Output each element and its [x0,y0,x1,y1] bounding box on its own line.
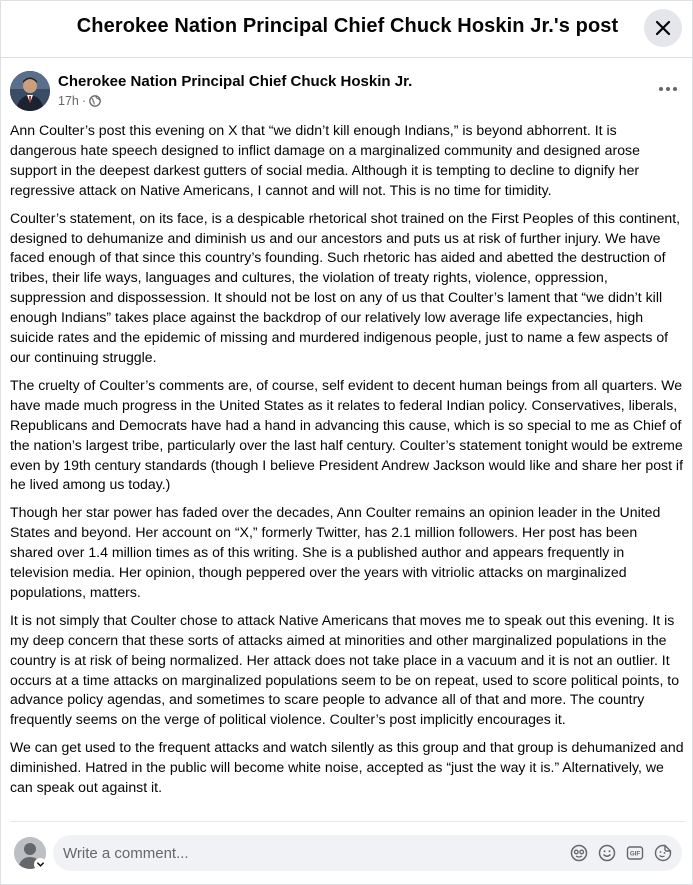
emoji-icon [598,844,616,862]
modal-header [1,1,693,58]
sticker-button[interactable] [653,843,673,863]
profile-switch-badge[interactable] [34,858,47,871]
comment-box[interactable] [53,835,682,871]
dot-icon [659,87,663,91]
post-paragraph: Though her star power has faded over the decades, Ann Coulter remains an opinion leader in the United States and beyond. Her account on “X,” formerly Twitter, has 2.1 million followers. Her post has been shared over 1.4 million times as of this writing. She is a published author and appears frequently in television media. Her opinion, though peppered over the years with vitriolic attacks on marginalized populations, matters. [10,504,661,600]
dot-icon [673,87,677,91]
post-paragraph: Ann Coulter’s post this evening on X that “we didn’t kill enough Indians,” is beyond abhorrent. It is dangerous hate speech designed to inflict damage on a marginalized community and designed arose support in the deepest darkest gutters of social media. Although it is tempting to decline to dignify her regressive attack on Native Americans, I cannot and will not. This is no time for timidity. [10,122,640,198]
gif-button[interactable] [625,843,645,863]
meta-separator: · [81,94,87,108]
dot-icon [666,87,670,91]
chevron-down-icon [36,860,45,869]
author-name[interactable]: Cherokee Nation Principal Chief Chuck Hoskin Jr. [58,73,413,90]
post-header [1,59,693,121]
avatar-sticker-button[interactable] [569,843,589,863]
close-icon [655,20,671,36]
emoji-button[interactable] [597,843,617,863]
avatar-sticker-icon [570,844,588,862]
gif-icon [626,844,644,862]
post-paragraph: Coulter’s statement, on its face, is a despicable rhetorical shot trained on the First Peoples of this continent, designed to dehumanize and diminish us and our ancestors and puts us at risk of further injury. We have faced enough of that since this country’s founding. Such rhetoric has aided and abetted the destruction of tribes, their life ways, languages and cultures, the violation of treaty rights, violence, oppression, suppression and dispossession. It should not be lost on any of us that Coulter’s lament that “we didn’t kill enough Indians” takes place against the backdrop of our relatively low average life expectancies, high suicide rates and the epidemic of missing and murdered indigenous people, just to name a few aspects of our continuing struggle. [10,209,681,365]
close-button[interactable] [644,9,682,47]
author-avatar[interactable] [10,71,50,111]
post-meta [58,94,101,108]
comment-divider [10,821,685,822]
post-paragraph: The cruelty of Coulter’s comments are, of course, self evident to decent human beings from all quarters. We have made much progress in the United States as it relates to federal Indian policy. Conservatives, liberals, Republicans and Democrats have had a hand in advancing this cause, which is so special to me as Chief of the nation’s largest tribe, particularly over the last half century. Coulter’s statement tonight would be extreme even by 19th century standards (though I believe President Andrew Jackson would like and share her post if he lived among us today.) [10,376,683,493]
comment-input[interactable] [63,835,563,871]
more-options-button[interactable] [653,77,683,101]
modal-title: Cherokee Nation Principal Chief Chuck Hoskin Jr.'s post [76,15,619,37]
comment-bar [1,827,693,882]
globe-icon [89,95,101,107]
post-time[interactable]: 17h [58,94,79,108]
post-paragraph: It is not simply that Coulter chose to attack Native Americans that moves me to speak out this evening. It is my deep concern that these sorts of attacks aimed at minorities and other marginalized populations in the country is at risk of being normalized. Her attack does not take place in a vacuum and it is not an outlier. It occurs at a time attacks on marginalized populations seem to be on repeat, used to score political points, to advance policy agendas, and sometimes to scare people to advance all of that and more. The country frequently seems on the verge of political violence. Coulter’s post implicitly encourages it. [10,611,680,728]
sticker-icon [654,844,672,862]
post-body [10,121,684,806]
svg-text:GIF: GIF [629,850,641,858]
post-paragraph: We can get used to the frequent attacks and watch silently as this group and that group is dehumanized and diminished. Hatred in the public will become white noise, accepted as “just the way it is.” Alternatively, we can speak out against it. [10,739,684,796]
